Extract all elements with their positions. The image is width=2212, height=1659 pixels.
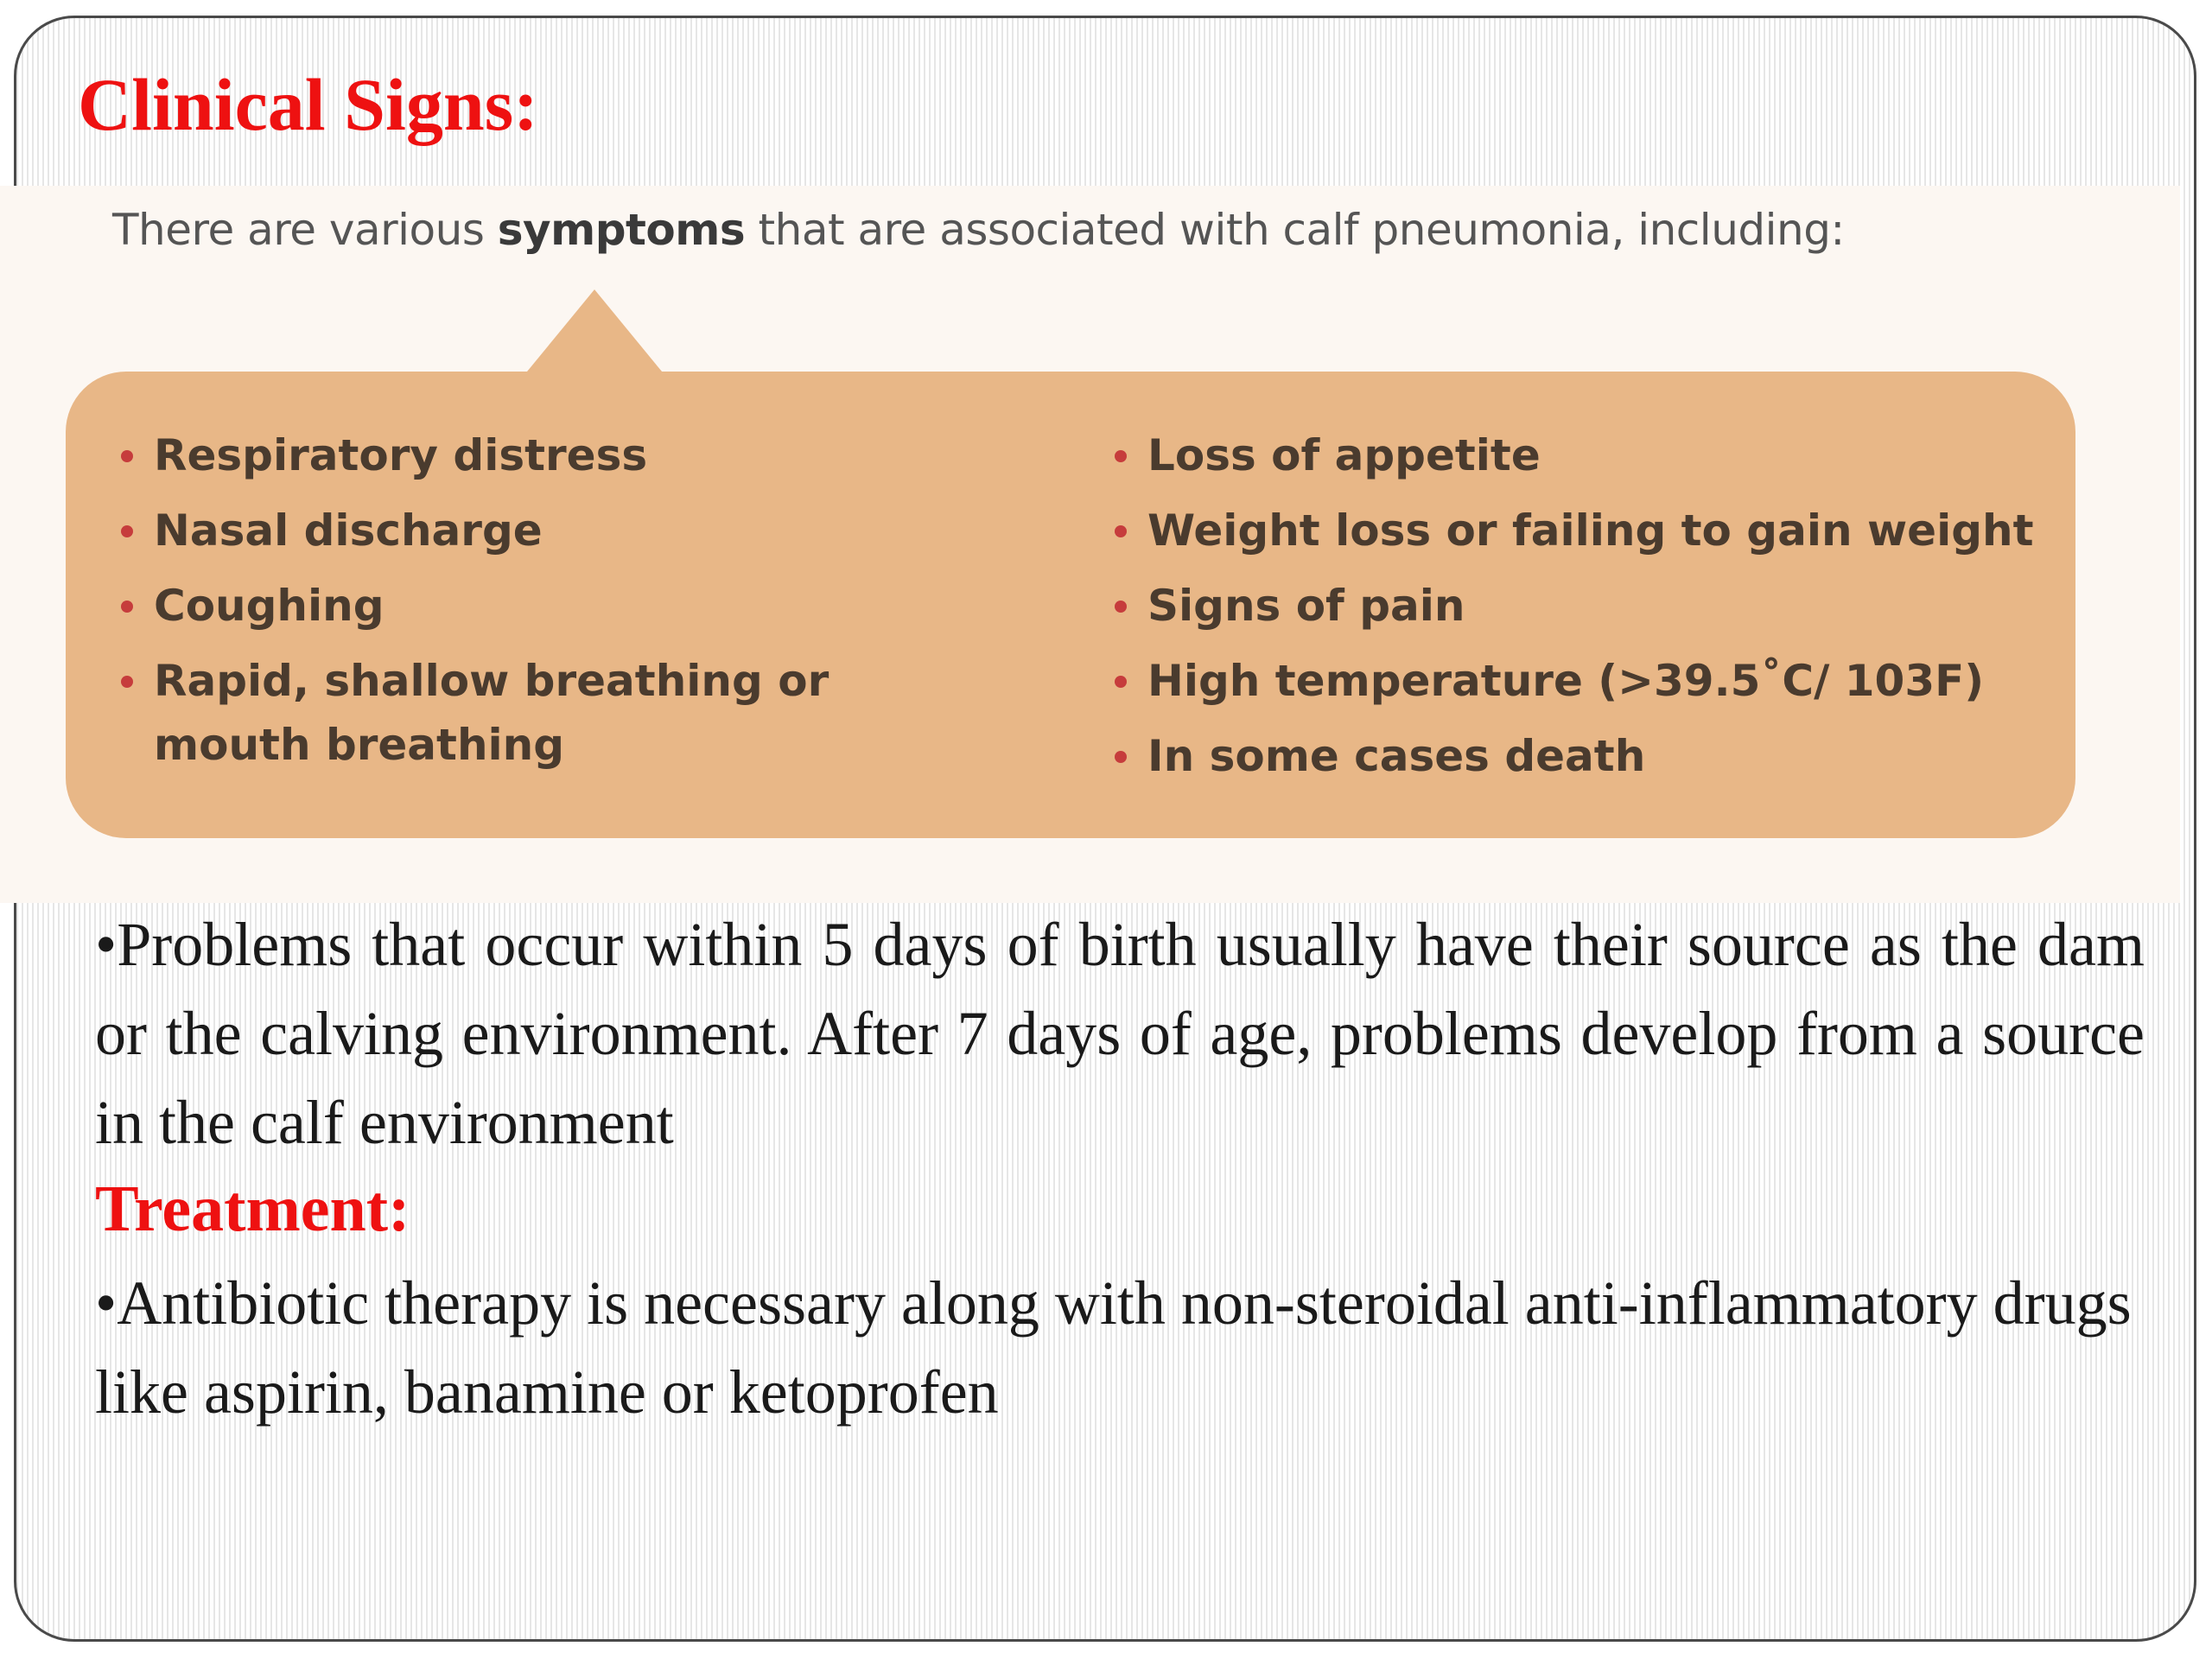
treatment-title: Treatment: [95,1173,410,1245]
symptom-item: Respiratory distress [121,423,881,487]
intro-text-start: There are various [112,205,498,255]
symptom-item: Weight loss or failing to gain weight [1115,499,2048,563]
clinical-signs-title: Clinical Signs: [78,63,538,146]
intro-text-end: that are associated with calf pneumonia, including: [745,205,1845,255]
symptom-list-left [121,423,881,788]
symptom-item: Nasal discharge [121,499,881,563]
symptom-item: Loss of appetite [1115,423,2048,487]
symptom-item: Coughing [121,574,881,638]
symptom-item: Rapid, shallow breathing or mouth breathing [121,649,881,777]
callout-pointer [527,289,662,372]
problems-paragraph: •Problems that occur within 5 days of birth usually have their source as the dam or the calving environment. After 7 days of age, problems develop from a source in the calf environment [95,910,2145,1157]
symptoms-callout [66,372,2075,838]
symptom-item: High temperature (>39.5˚C/ 103F) [1115,649,2048,713]
symptom-item: In some cases death [1115,724,2048,788]
symptoms-infographic [0,186,2180,903]
infographic-intro [112,205,1845,255]
intro-text-bold: symptoms [497,205,746,255]
symptom-list-right [1115,423,2048,799]
treatment-paragraph: •Antibiotic therapy is necessary along with non-steroidal anti-inflammatory drugs like aspirin, banamine or ketoprofen [95,1268,2132,1427]
symptom-item: Signs of pain [1115,574,2048,638]
